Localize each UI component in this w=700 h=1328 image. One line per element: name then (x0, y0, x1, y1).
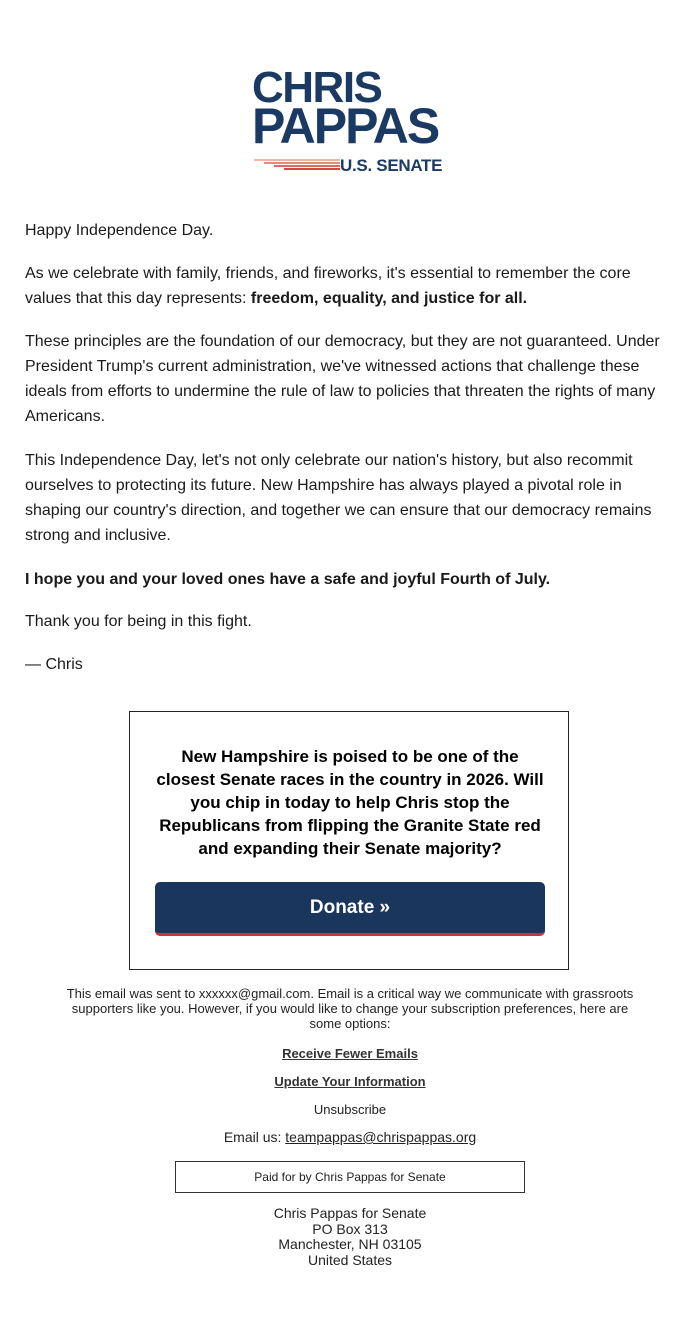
logo-first-name: CHRIS (252, 63, 382, 112)
paid-for-disclaimer: Paid for by Chris Pappas for Senate (175, 1161, 525, 1193)
unsubscribe-link[interactable]: Unsubscribe (313, 1102, 387, 1117)
paragraph-recommit: This Independence Day, let's not only celebrate our nation's history, but also recommit ourselves to protecting its future. New Hampshire has always played a pivotal role in shaping our country's direction, and together we can ensure that our democracy remains strong and inclusive. (25, 452, 652, 544)
subscription-notice: This email was sent to xxxxxx@gmail.com. Email is a critical way we communicate with grassroots supporters like you. However, if you would like to change your subscription preferences, here are some options: (66, 986, 634, 1031)
contact-line (60, 1130, 640, 1145)
receive-fewer-emails-link[interactable]: Receive Fewer Emails (282, 1046, 418, 1061)
update-information-link[interactable]: Update Your Information (274, 1074, 426, 1089)
logo-last-name: PAPPAS (252, 98, 439, 154)
paragraph-values (25, 261, 680, 311)
address-po-box: PO Box 313 (312, 1220, 388, 1237)
donate-button[interactable]: Donate » (155, 882, 545, 936)
paragraph-thanks: Thank you for being in this fight. (25, 613, 252, 630)
paragraph-principles: These principles are the foundation of our democracy, but they are not guaranteed. Under President Trump's current administration, we've witnessed actions that challenge these ideals from efforts to undermine the rule of law to policies that threaten the rights of many Americans. (25, 333, 660, 425)
mailing-address (200, 1206, 500, 1268)
signoff: — Chris (25, 656, 83, 673)
address-org: Chris Pappas for Senate (273, 1205, 427, 1221)
paragraph-wishes: I hope you and your loved ones have a safe and joyful Fourth of July. (25, 571, 551, 588)
email-label: Email us: (223, 1129, 286, 1145)
greeting: Happy Independence Day. (25, 222, 214, 239)
contact-email-link[interactable]: teampappas@chrispappas.org (285, 1129, 477, 1145)
donation-appeal-box (129, 711, 569, 970)
paragraph-values-bold: freedom, equality, and justice for all. (250, 290, 528, 307)
logo-office: U.S. SENATE (340, 156, 443, 175)
logo-stripes-icon (254, 158, 340, 172)
address-city: Manchester, NH 03105 (278, 1236, 422, 1252)
paragraph-values-text: As we celebrate with family, friends, and fireworks, it's essential to remember the core values that this day represents: (25, 265, 631, 307)
appeal-text: New Hampshire is poised to be one of the closest Senate races in the country in 2026. Will you chip in today to help Chris stop the Republicans from flipping the Granite State red and expanding their Senate majority? (156, 747, 544, 858)
address-country: United States (307, 1251, 393, 1268)
